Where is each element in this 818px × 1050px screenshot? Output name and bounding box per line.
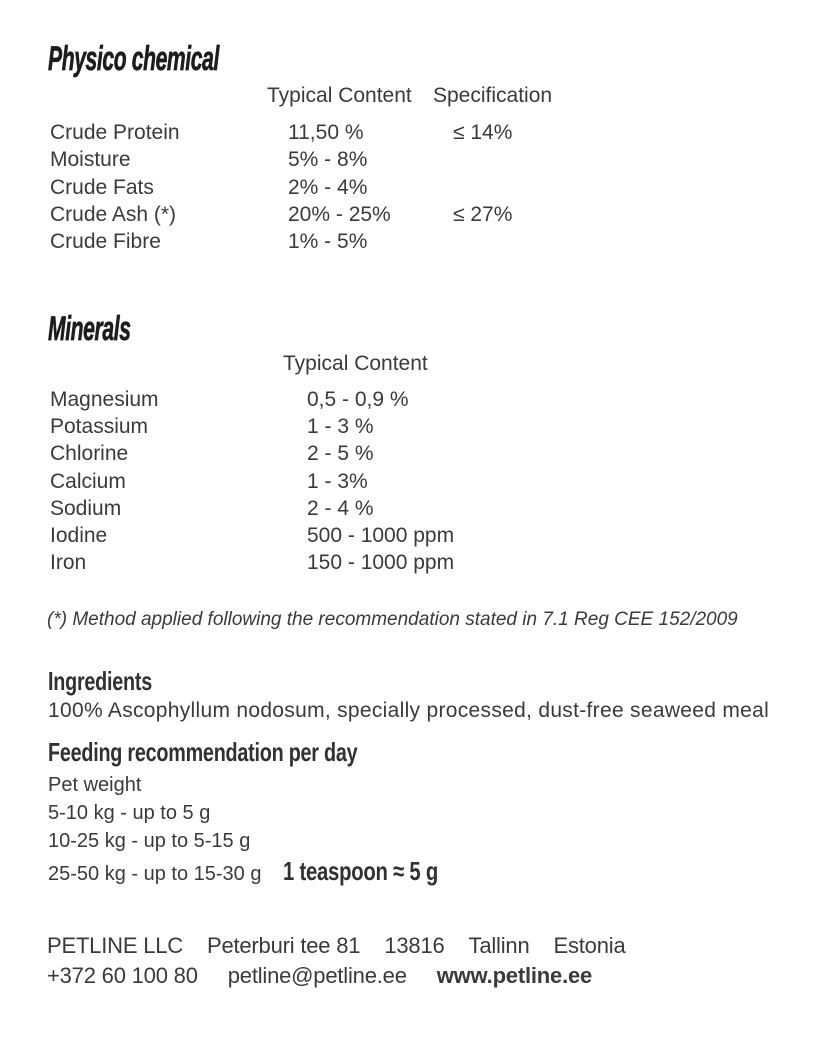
- minerals-table: [50, 352, 513, 578]
- column-header-typical-content-minerals: Typical Content: [283, 352, 428, 375]
- footer-company-line: [47, 933, 625, 959]
- row-label-crude-fibre: Crude Fibre: [50, 230, 161, 254]
- spec-value-crude-fats: [433, 176, 603, 203]
- row-label-sodium: Sodium: [50, 496, 122, 520]
- row-label-moisture: Moisture: [50, 148, 131, 172]
- feeding-line-medium: 10-25 kg - up to 5-15 g: [48, 830, 251, 852]
- column-header-typical-content: Typical Content: [267, 84, 412, 107]
- footer-contact-line: [47, 963, 592, 989]
- feeding-recommendation-heading: Feeding recommendation per day: [48, 737, 358, 767]
- typical-value-crude-ash: 20% - 25%: [288, 202, 391, 226]
- typical-value-iron: 150 - 1000 ppm: [307, 551, 455, 575]
- row-label-iron: Iron: [50, 551, 87, 575]
- typical-value-potassium: 1 - 3 %: [307, 415, 374, 439]
- typical-value-iodine: 500 - 1000 ppm: [307, 523, 455, 547]
- pet-weight-label: Pet weight: [48, 774, 142, 796]
- typical-value-moisture: 5% - 8%: [288, 148, 368, 172]
- phone-number: +372 60 100 80: [47, 963, 198, 988]
- email-address: petline@petline.ee: [227, 963, 407, 988]
- row-label-calcium: Calcium: [50, 469, 126, 493]
- street-address: Peterburi tee 81: [206, 933, 361, 958]
- row-label-crude-fats: Crude Fats: [50, 175, 154, 199]
- typical-value-crude-protein: 11,50 %: [288, 121, 364, 144]
- row-label-chlorine: Chlorine: [50, 442, 129, 466]
- feeding-line-large-row: [48, 856, 482, 887]
- country: Estonia: [553, 933, 626, 958]
- website-url: www.petline.ee: [436, 963, 593, 988]
- feeding-line-large: 25-50 kg - up to 15-30 g: [48, 863, 262, 885]
- row-label-potassium: Potassium: [50, 415, 149, 439]
- feeding-line-small: 5-10 kg - up to 5 g: [48, 802, 211, 824]
- physico-chemical-table: [50, 84, 603, 257]
- spec-value-crude-protein: ≤ 14%: [453, 121, 513, 144]
- row-label-iodine: Iodine: [50, 523, 108, 547]
- city: Tallinn: [468, 933, 530, 958]
- typical-value-sodium: 2 - 4 %: [307, 496, 374, 520]
- spec-value-moisture: [433, 148, 603, 175]
- method-footnote: (*) Method applied following the recommendation stated in 7.1 Reg CEE 152/2009: [47, 609, 738, 630]
- company-name: PETLINE LLC: [47, 933, 183, 958]
- spec-value-crude-ash: ≤ 27%: [453, 202, 513, 226]
- physico-chemical-heading: Physico chemical: [48, 40, 219, 78]
- postal-code: 13816: [384, 933, 445, 958]
- row-label-crude-ash: Crude Ash (*): [50, 202, 177, 226]
- minerals-heading: Minerals: [48, 310, 131, 348]
- typical-value-magnesium: 0,5 - 0,9 %: [307, 388, 409, 411]
- typical-value-calcium: 1 - 3%: [307, 469, 368, 493]
- typical-value-chlorine: 2 - 5 %: [307, 442, 374, 466]
- typical-value-crude-fibre: 1% - 5%: [288, 230, 368, 254]
- typical-value-crude-fats: 2% - 4%: [288, 175, 368, 199]
- teaspoon-note: 1 teaspoon ≈ 5 g: [283, 856, 439, 886]
- column-header-specification: Specification: [433, 84, 553, 107]
- row-label-crude-protein: Crude Protein: [50, 121, 180, 144]
- spec-value-crude-fibre: [433, 230, 603, 257]
- ingredients-heading: Ingredients: [48, 666, 153, 696]
- ingredients-text: 100% Ascophyllum nodosum, specially processed, dust-free seaweed meal: [48, 699, 770, 722]
- row-label-magnesium: Magnesium: [50, 388, 159, 411]
